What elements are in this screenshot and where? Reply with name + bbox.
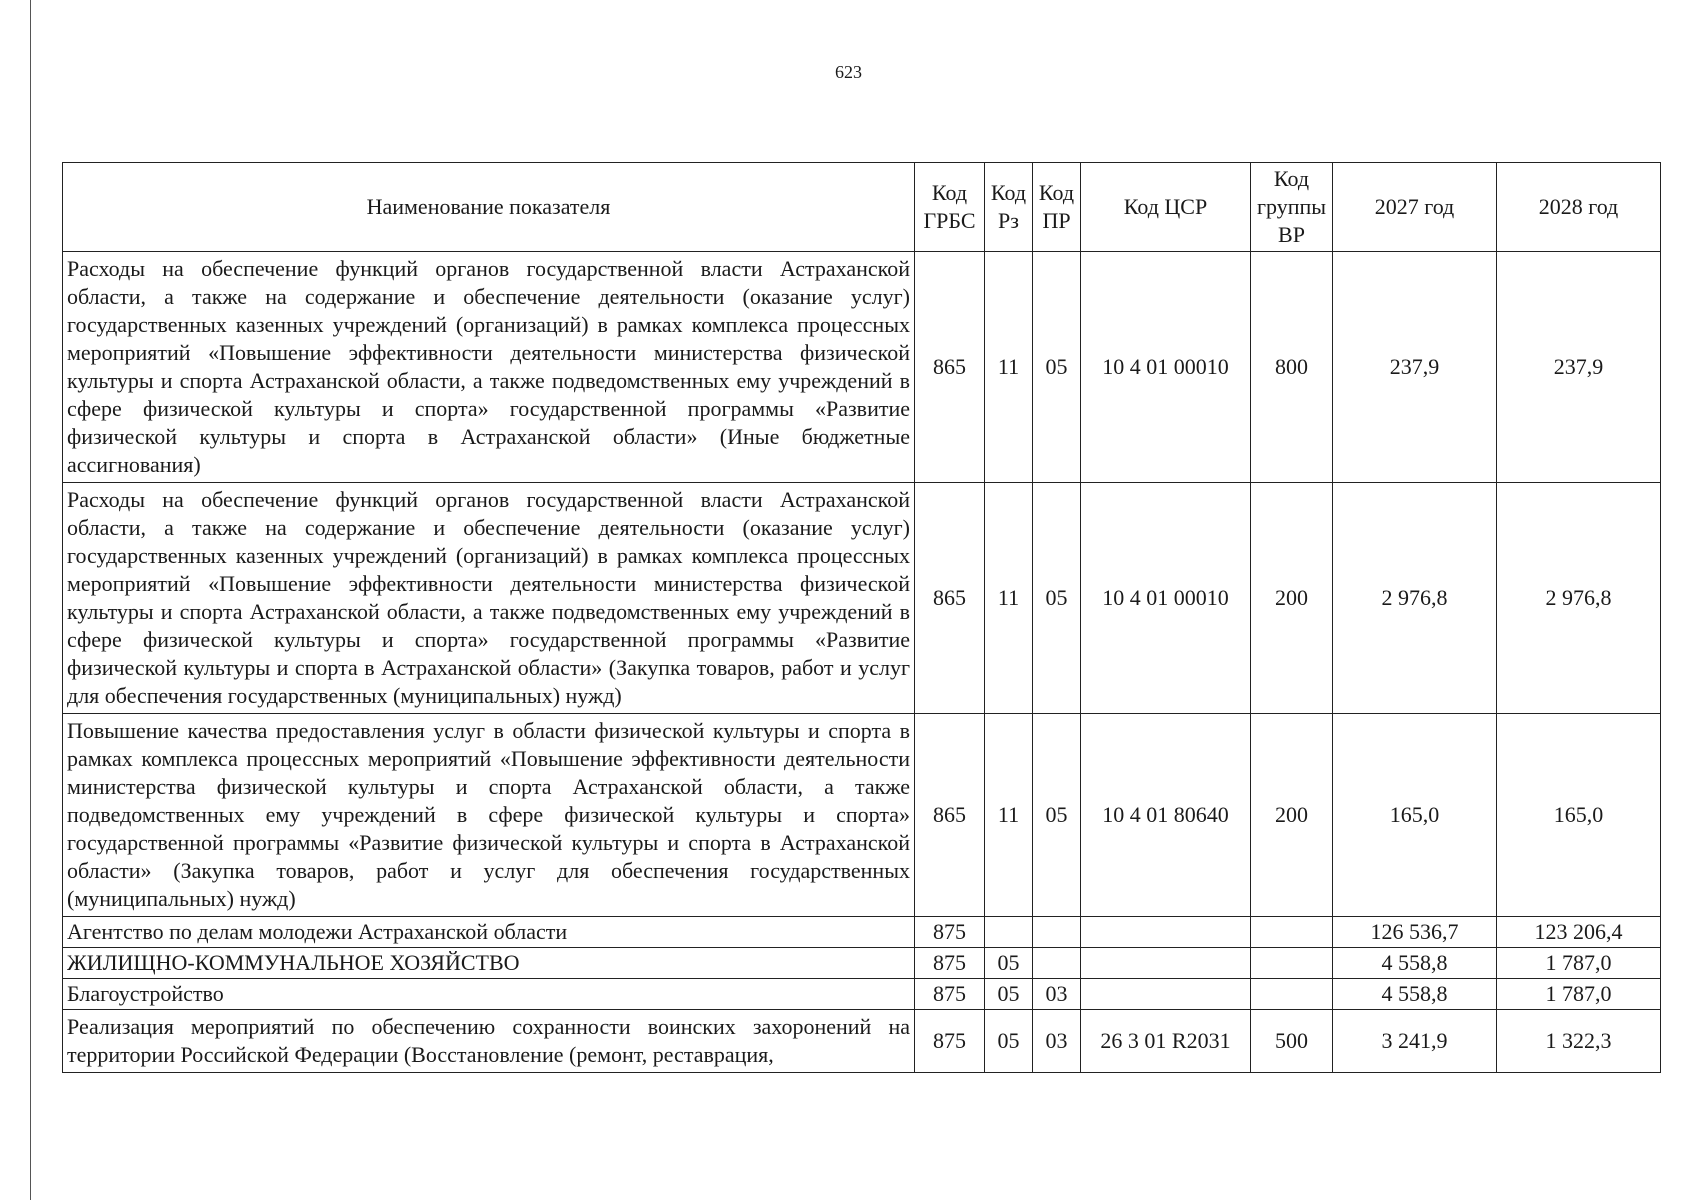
row-grbs: 875	[915, 979, 985, 1010]
row-2028: 123 206,4	[1497, 917, 1661, 948]
row-grbs: 875	[915, 1010, 985, 1073]
row-vr	[1251, 948, 1333, 979]
row-name: Расходы на обеспечение функций органов государственной власти Астраханской области, а также на содержание и обеспечение деятельности (оказание услуг) государственных казенных учреждений (организаций) в рамках комплекса процессных мероприятий «Повышение эффективности деятельности министерства физической культуры и спорта Астраханской области, а также подведомственных ему учреждений в сфере физической культуры и спорта» государственной программы «Развитие физической культуры и спорта в Астраханской области» (Закупка товаров, работ и услуг для обеспечения государственных (муниципальных) нужд)	[63, 483, 915, 714]
header-csr: Код ЦСР	[1081, 163, 1251, 252]
row-rz: 11	[985, 483, 1033, 714]
table-header-row	[63, 163, 1661, 252]
table-row	[63, 714, 1661, 917]
row-2027: 3 241,9	[1333, 1010, 1497, 1073]
row-2027: 2 976,8	[1333, 483, 1497, 714]
row-csr: 10 4 01 80640	[1081, 714, 1251, 917]
row-vr: 200	[1251, 483, 1333, 714]
row-csr: 26 3 01 R2031	[1081, 1010, 1251, 1073]
row-rz: 05	[985, 948, 1033, 979]
row-2027: 4 558,8	[1333, 948, 1497, 979]
row-2027: 237,9	[1333, 252, 1497, 483]
row-2027: 126 536,7	[1333, 917, 1497, 948]
table-row	[63, 483, 1661, 714]
page-number: 623	[835, 62, 862, 82]
row-rz: 05	[985, 979, 1033, 1010]
row-grbs: 865	[915, 483, 985, 714]
row-pr: 05	[1033, 714, 1081, 917]
row-rz: 05	[985, 1010, 1033, 1073]
row-name: ЖИЛИЩНО-КОММУНАЛЬНОЕ ХОЗЯЙСТВО	[63, 948, 915, 979]
header-name: Наименование показателя	[63, 163, 915, 252]
header-vr: Код группы ВР	[1251, 163, 1333, 252]
row-grbs: 865	[915, 714, 985, 917]
row-vr	[1251, 979, 1333, 1010]
row-pr: 05	[1033, 483, 1081, 714]
row-2028: 237,9	[1497, 252, 1661, 483]
row-2027: 165,0	[1333, 714, 1497, 917]
row-vr: 200	[1251, 714, 1333, 917]
row-name: Благоустройство	[63, 979, 915, 1010]
row-name: Расходы на обеспечение функций органов государственной власти Астраханской области, а также на содержание и обеспечение деятельности (оказание услуг) государственных казенных учреждений (организаций) в рамках комплекса процессных мероприятий «Повышение эффективности деятельности министерства физической культуры и спорта Астраханской области, а также подведомственных ему учреждений в сфере физической культуры и спорта» государственной программы «Развитие физической культуры и спорта в Астраханской области» (Иные бюджетные ассигнования)	[63, 252, 915, 483]
header-grbs: Код ГРБС	[915, 163, 985, 252]
row-csr	[1081, 917, 1251, 948]
table-row	[63, 979, 1661, 1010]
row-grbs: 875	[915, 917, 985, 948]
row-2028: 1 787,0	[1497, 948, 1661, 979]
row-pr	[1033, 917, 1081, 948]
table-row	[63, 948, 1661, 979]
row-vr	[1251, 917, 1333, 948]
row-grbs: 875	[915, 948, 985, 979]
row-grbs: 865	[915, 252, 985, 483]
row-rz: 11	[985, 714, 1033, 917]
row-name: Повышение качества предоставления услуг в области физической культуры и спорта в рамках комплекса процессных мероприятий «Повышение эффективности деятельности министерства физической культуры и спорта Астраханской области, а также подведомственных ему учреждений в сфере физической культуры и спорта» государственной программы «Развитие физической культуры и спорта в Астраханской области» (Закупка товаров, работ и услуг для обеспечения государственных (муниципальных) нужд)	[63, 714, 915, 917]
row-csr	[1081, 948, 1251, 979]
row-name: Агентство по делам молодежи Астраханской области	[63, 917, 915, 948]
row-vr: 500	[1251, 1010, 1333, 1073]
table-row	[63, 1010, 1661, 1073]
table-row	[63, 917, 1661, 948]
row-pr: 03	[1033, 1010, 1081, 1073]
row-pr: 05	[1033, 252, 1081, 483]
row-2027: 4 558,8	[1333, 979, 1497, 1010]
header-pr: Код ПР	[1033, 163, 1081, 252]
row-pr	[1033, 948, 1081, 979]
row-2028: 2 976,8	[1497, 483, 1661, 714]
row-2028: 1 787,0	[1497, 979, 1661, 1010]
row-pr: 03	[1033, 979, 1081, 1010]
header-rz: Код Рз	[985, 163, 1033, 252]
row-rz	[985, 917, 1033, 948]
row-csr: 10 4 01 00010	[1081, 252, 1251, 483]
row-2028: 1 322,3	[1497, 1010, 1661, 1073]
row-vr: 800	[1251, 252, 1333, 483]
row-2028: 165,0	[1497, 714, 1661, 917]
row-csr: 10 4 01 00010	[1081, 483, 1251, 714]
row-rz: 11	[985, 252, 1033, 483]
budget-table	[62, 162, 1661, 1073]
header-2028: 2028 год	[1497, 163, 1661, 252]
row-name: Реализация мероприятий по обеспечению сохранности воинских захоронений на территории Российской Федерации (Восстановление (ремонт, реставрация,	[63, 1010, 915, 1073]
table-row	[63, 252, 1661, 483]
row-csr	[1081, 979, 1251, 1010]
binding-margin-line	[30, 0, 31, 1200]
header-2027: 2027 год	[1333, 163, 1497, 252]
